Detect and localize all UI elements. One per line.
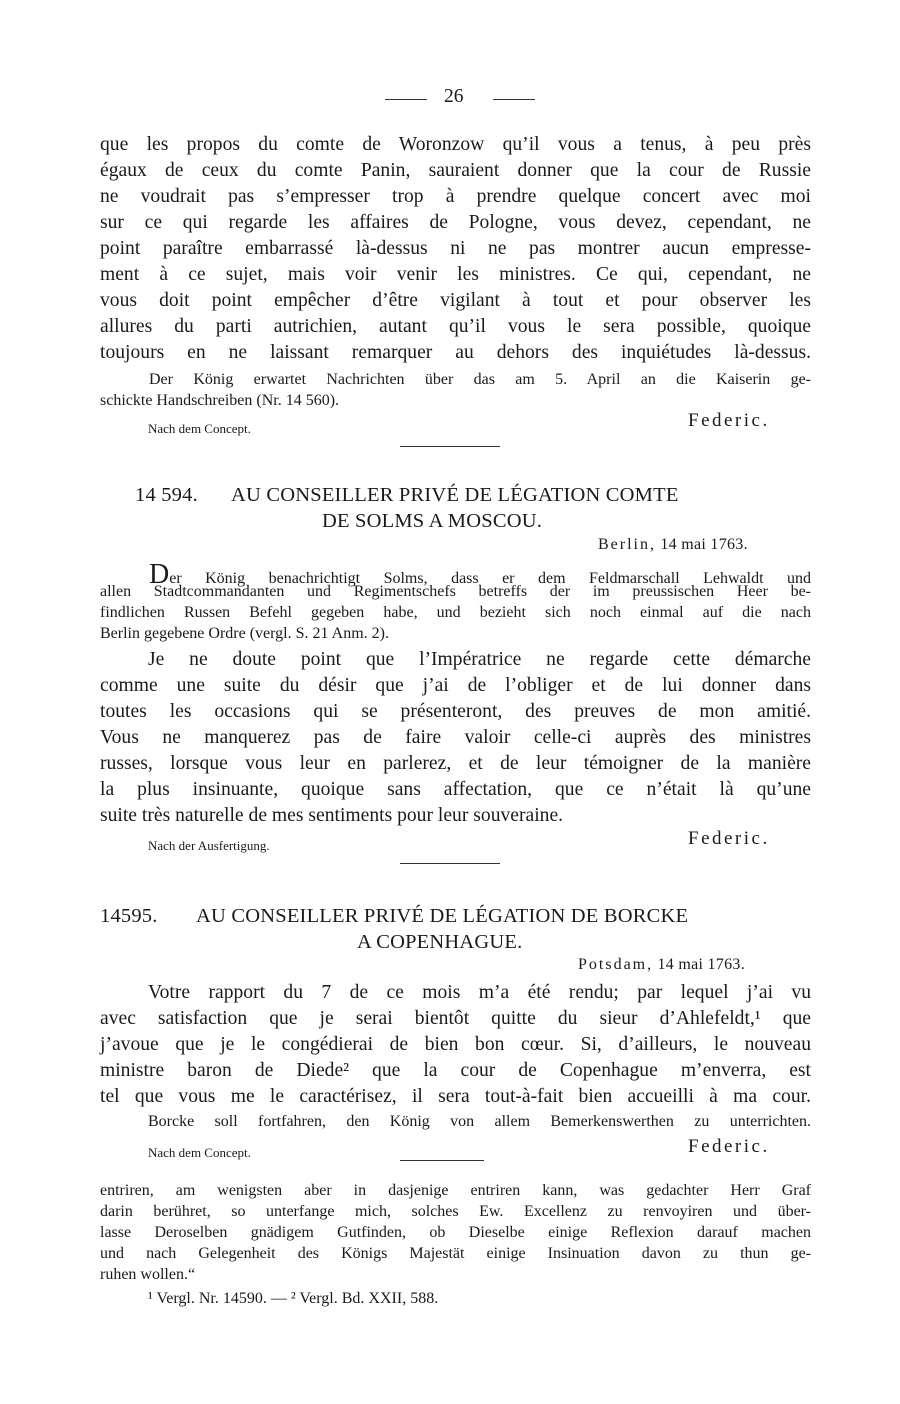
text-line: égaux de ceux du comte Panin, sauraient donner que la cour de Russie (100, 160, 811, 181)
text-line: toujours en ne laissant remarquer au dehors des inquiétudes là-dessus. (100, 342, 811, 363)
text-line: avec satisfaction que je serai bientôt quitte du sieur d’Ahlefeldt,¹ que (100, 1008, 811, 1029)
text-line: allures du parti autrichien, autant qu’il vous le sera possible, quoique (100, 316, 811, 337)
source-note: Nach der Ausfertigung. (148, 838, 270, 853)
editor-note-line: Der König erwartet Nachrichten über das am 5. April an die Kaiserin ge- (149, 371, 811, 388)
text-line: ministre baron de Diede² que la cour de Copenhague m’enverra, est (100, 1060, 811, 1081)
dateline-place: Berlin, (598, 536, 656, 553)
dateline (598, 536, 748, 554)
text-line: tel que vous me le caractérisez, il sera tout-à-fait bien accueilli à ma cour. (100, 1086, 811, 1107)
letter-heading-line-1: AU CONSEILLER PRIVÉ DE LÉGATION DE BORCKE (196, 905, 689, 927)
section-divider (400, 446, 500, 447)
footnote-line: entriren, am wenigsten aber in dasjenige entriren kann, was gedachter Herr Graf (100, 1182, 811, 1199)
letter-heading-line-2: DE SOLMS A MOSCOU. (322, 510, 543, 532)
text-line: ment à ce sujet, mais voir venir les ministres. Ce qui, cependant, ne (100, 264, 811, 285)
text-line: la plus insinuante, quoique sans affectation, que ce n’était là qu’une (100, 779, 811, 800)
text-line: Je ne doute point que l’Impératrice ne regarde cette démarche (148, 649, 811, 670)
footnote-line: lasse Deroselben gnädigem Gutfinden, ob Dieselbe einige Reflexion darauf machen (100, 1224, 811, 1241)
signature: Federic. (688, 1136, 770, 1157)
letter-number: 14 594. (135, 484, 198, 506)
section-divider (400, 1160, 484, 1161)
footnote-line: und nach Gelegenheit des Königs Majestät einige Insinuation davon zu thun ge- (100, 1245, 811, 1262)
summary-text: er König benachrichtigt Solms, dass er dem Feldmarschall Lehwaldt und (169, 570, 811, 587)
letter-heading-line-1: AU CONSEILLER PRIVÉ DE LÉGATION COMTE (231, 484, 679, 506)
header-rule-left (385, 99, 427, 100)
source-note: Nach dem Concept. (148, 1145, 251, 1160)
dateline-date: 14 mai 1763. (657, 956, 746, 973)
signature: Federic. (688, 410, 770, 431)
text-line: Vous ne manquerez pas de faire valoir celle-ci auprès des ministres (100, 727, 811, 748)
dateline-place: Potsdam, (578, 956, 654, 973)
text-line: point paraître embarrassé là-dessus ni ne pas montrer aucun empresse- (100, 238, 811, 259)
footnote-line: ruhen wollen.“ (100, 1266, 196, 1283)
text-line: russes, lorsque vous leur en parlerez, et de leur témoigner de la manière (100, 753, 811, 774)
letter-number: 14595. (100, 905, 158, 927)
page-number: 26 (444, 86, 464, 107)
text-line: suite très naturelle de mes sentiments pour leur souveraine. (100, 805, 564, 826)
dateline-date: 14 mai 1763. (660, 536, 748, 553)
text-line: vous doit point empêcher d’être vigilant à tout et pour observer les (100, 290, 811, 311)
text-line: toutes les occasions qui se présenteront, des preuves de mon amitié. (100, 701, 811, 722)
signature: Federic. (688, 828, 770, 849)
text-line: ne voudrait pas s’empresser trop à prendre quelque concert avec moi (100, 186, 811, 207)
text-line: comme une suite du désir que j’ai de l’obliger et de lui donner dans (100, 675, 811, 696)
source-note: Nach dem Concept. (148, 421, 251, 436)
summary-line: allen Stadtcommandanten und Regimentschefs betreffs der im preussischen Heer be- (100, 583, 811, 600)
text-line: Votre rapport du 7 de ce mois m’a été rendu; par lequel j’ai vu (148, 982, 811, 1003)
header-rule-right (493, 99, 535, 100)
text-line: sur ce qui regarde les affaires de Pologne, vous devez, cependant, ne (100, 212, 811, 233)
section-divider (400, 863, 500, 864)
text-line: que les propos du comte de Woronzow qu’il vous a tenus, à peu près (100, 134, 811, 155)
footnote-line: darin berühret, so unterfange mich, solches Ew. Excellenz zu renvoyiren und über- (100, 1203, 811, 1220)
footnote-references: ¹ Vergl. Nr. 14590. — ² Vergl. Bd. XXII, 588. (148, 1290, 439, 1307)
letter-heading-line-2: A COPENHAGUE. (357, 931, 523, 953)
editor-note-line: schickte Handschreiben (Nr. 14 560). (100, 392, 340, 409)
drop-cap: D (149, 559, 170, 590)
summary-line: Berlin gegebene Ordre (vergl. S. 21 Anm. 2). (100, 625, 389, 642)
dateline (578, 956, 745, 974)
editor-note-line: Borcke soll fortfahren, den König von allem Bemerkenswerthen zu unterrichten. (148, 1113, 811, 1130)
text-line: j’avoue que je le congédierai de bien bon cœur. Si, d’ailleurs, le nouveau (100, 1034, 811, 1055)
summary-line: findlichen Russen Befehl gegeben habe, und bezieht sich noch einmal auf die nach (100, 604, 811, 621)
